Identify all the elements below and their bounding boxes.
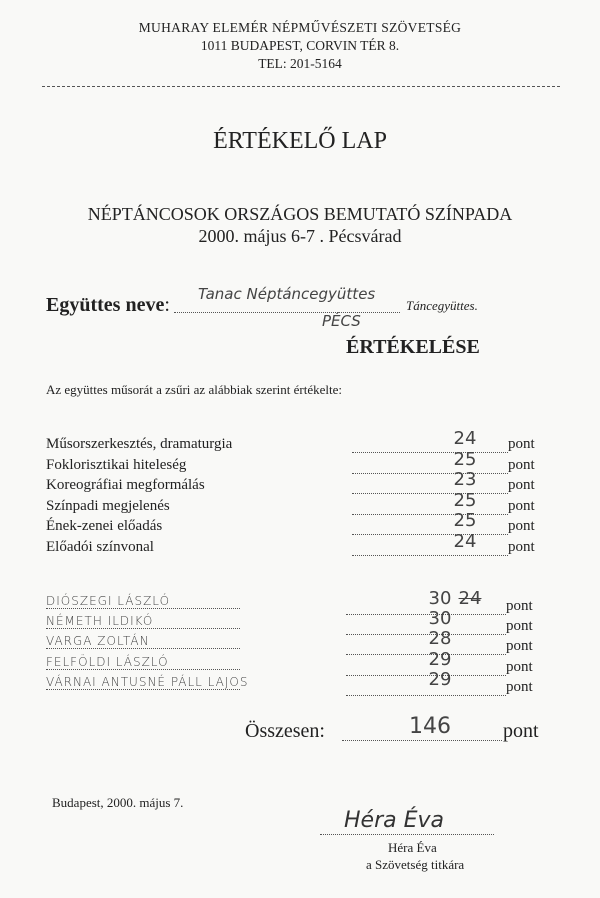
- criterion-unit: pont: [508, 477, 535, 493]
- intro-text: Az együttes műsorát a zsűri az alábbiak szerint értékelte:: [46, 382, 342, 397]
- criterion-unit: pont: [508, 436, 535, 452]
- place-date: Budapest, 2000. május 7.: [52, 795, 184, 810]
- criterion-label: Koreográfiai megformálás: [46, 477, 205, 493]
- jury-unit: pont: [506, 678, 533, 695]
- criterion-unit: pont: [508, 538, 535, 555]
- ensemble-label: Együttes neve:: [46, 294, 170, 316]
- signature: Héra Éva: [344, 808, 444, 833]
- criterion-unit: pont: [508, 456, 535, 473]
- total-score: 146: [409, 714, 451, 739]
- org-name: MUHARAY ELEMÉR NÉPMŰVÉSZETI SZÖVETSÉG: [138, 20, 462, 35]
- event-name: NÉPTÁNCOSOK ORSZÁGOS BEMUTATÓ SZÍNPADA: [87, 204, 513, 224]
- jury-struck-score: 24: [458, 588, 482, 609]
- criterion-label: Műsorszerkesztés, dramaturgia: [46, 436, 233, 452]
- jury-score: 29: [428, 648, 452, 670]
- total-unit: pont: [503, 720, 539, 742]
- jury-unit: pont: [506, 598, 533, 614]
- ensemble-suffix: Táncegyüttes.: [406, 298, 478, 313]
- jury-unit: pont: [506, 658, 533, 675]
- criterion-label: Előadói színvonal: [46, 538, 154, 555]
- criterion-unit: pont: [508, 497, 535, 514]
- criterion-label: Foklorisztikai hiteleség: [46, 456, 187, 473]
- jury-unit: pont: [506, 618, 533, 635]
- criterion-score: 23: [453, 469, 477, 490]
- jury-member-name: DIÓSZEGI LÁSZLÓ: [46, 594, 240, 609]
- jury-score: 30: [428, 608, 452, 630]
- jury-score: 28: [428, 628, 452, 650]
- org-phone: TEL: 201-5164: [258, 56, 342, 71]
- subtitle: ÉRTÉKELÉSE: [346, 336, 480, 358]
- jury-score: 30: [428, 588, 452, 609]
- criterion-score: 25: [453, 448, 477, 470]
- criterion-score: 24: [453, 530, 477, 552]
- criterion-score: 25: [453, 510, 477, 531]
- jury-score: 29: [428, 668, 452, 690]
- jury-member-name: VARGA ZOLTÁN: [46, 634, 240, 649]
- jury-member-name: NÉMETH ILDIKÓ: [46, 614, 240, 629]
- jury-unit: pont: [506, 638, 533, 655]
- org-address: 1011 BUDAPEST, CORVIN TÉR 8.: [200, 38, 400, 53]
- header-divider: [42, 86, 560, 87]
- event-date: 2000. május 6-7 . Pécsvárad: [198, 226, 402, 246]
- criterion-label: Színpadi megjelenés: [46, 497, 170, 514]
- criterion-score: 25: [453, 489, 477, 511]
- ensemble-city: PÉCS: [322, 312, 361, 330]
- total-label: Összesen:: [245, 720, 325, 742]
- jury-member-name: FELFÖLDI LÁSZLÓ: [46, 655, 240, 670]
- page-title: ÉRTÉKELŐ LAP: [213, 128, 387, 154]
- signer-name: Héra Éva: [388, 840, 437, 855]
- criterion-label: Ének-zenei előadás: [46, 518, 163, 534]
- ensemble-name: Tanac Néptáncegyüttes: [198, 285, 376, 303]
- criterion-unit: pont: [508, 518, 535, 534]
- jury-member-name: VÁRNAI ANTUSNÉ PÁLL LAJOS: [46, 674, 249, 689]
- signature-line: [320, 818, 494, 835]
- signer-role: a Szövetség titkára: [366, 857, 465, 872]
- criterion-score: 24: [453, 428, 477, 449]
